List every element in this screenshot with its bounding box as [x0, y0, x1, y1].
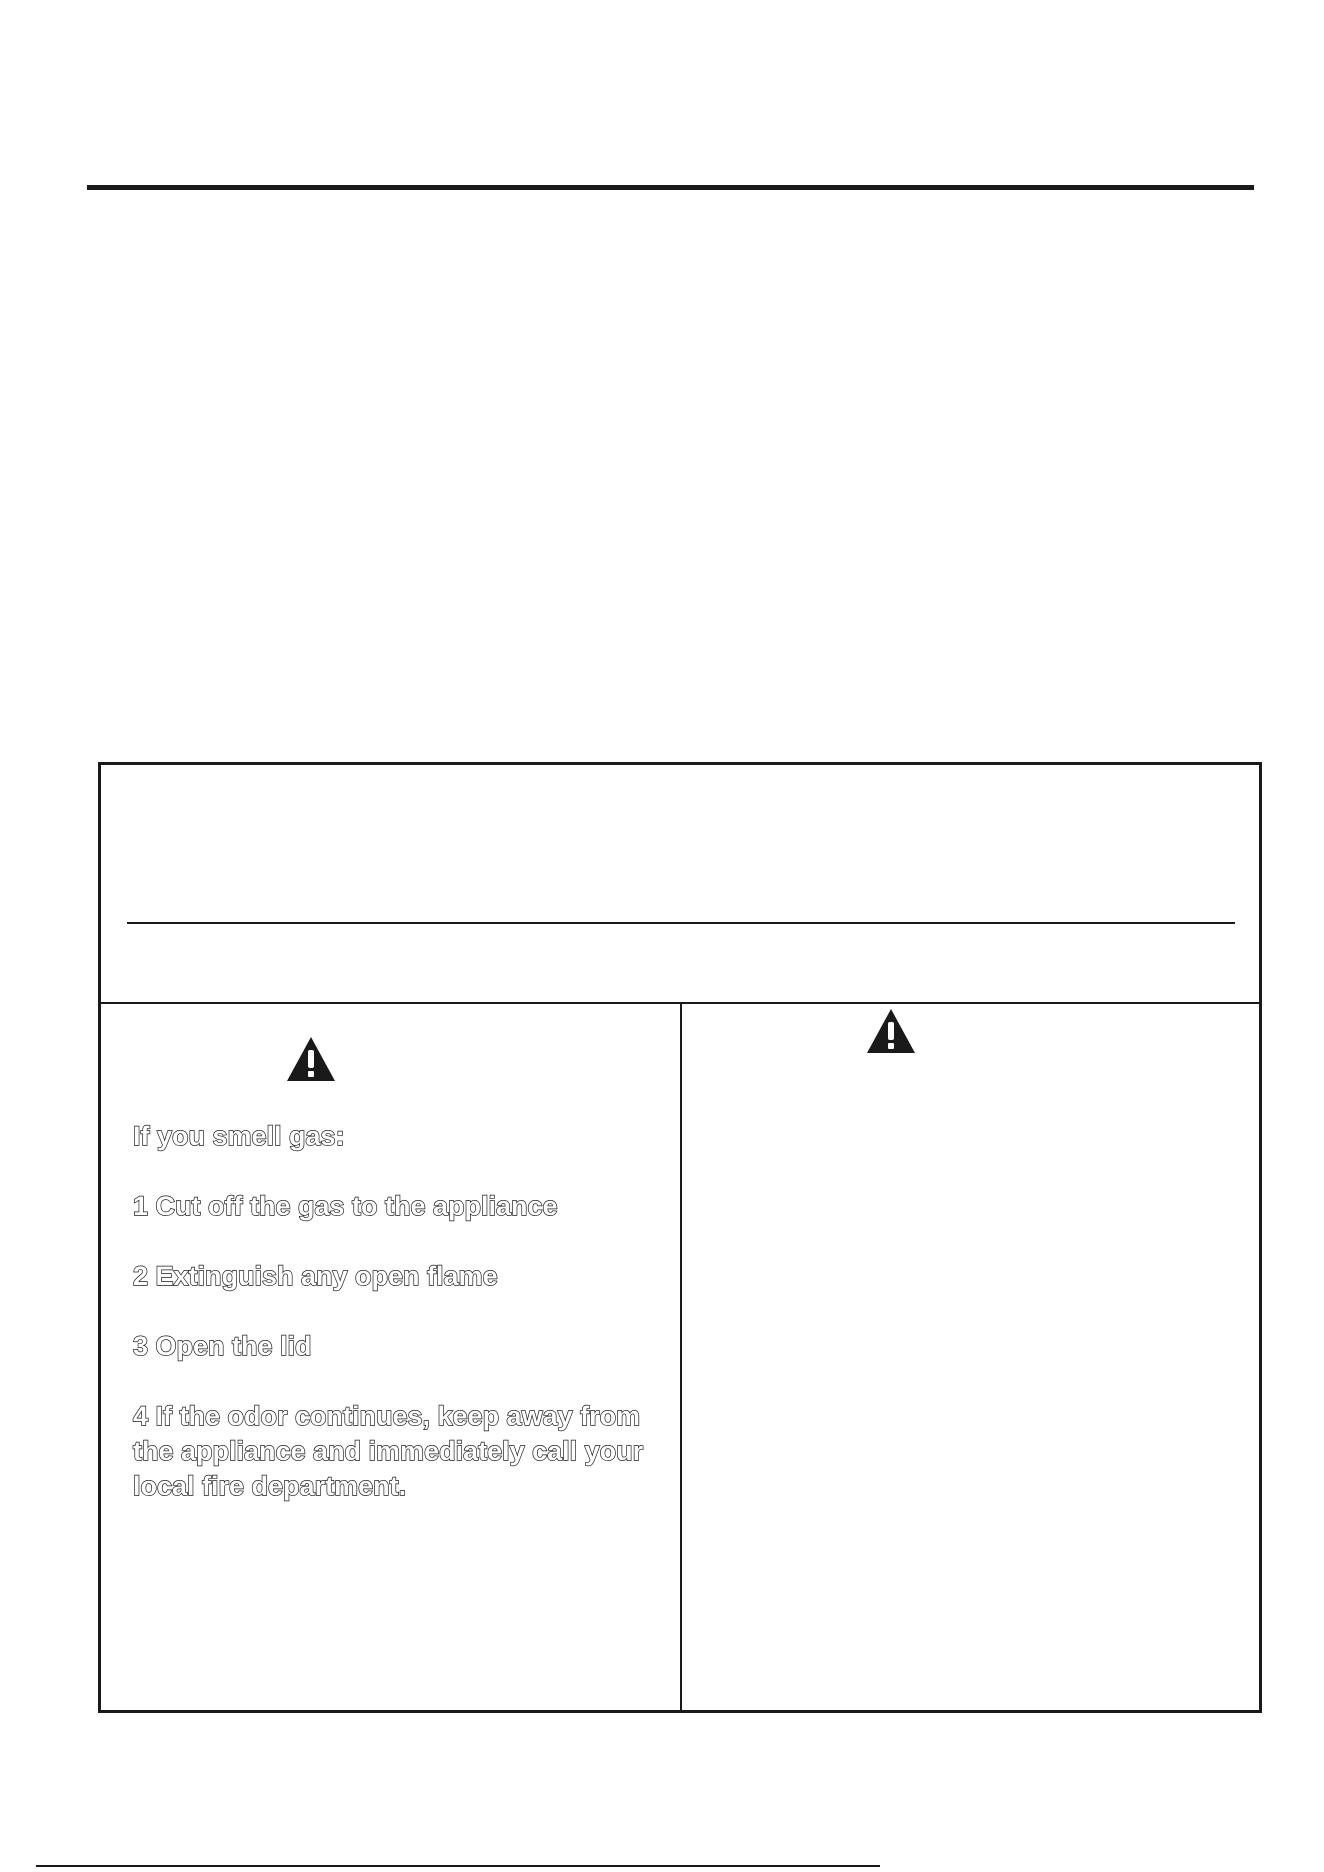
step-4: 4 If the odor continues, keep away from the appliance and immediately call your local fire department. — [133, 1401, 644, 1501]
step-2: 2 Extinguish any open flame — [133, 1261, 498, 1291]
warning-triangle-icon — [286, 1036, 336, 1082]
step-3: 3 Open the lid — [133, 1331, 312, 1361]
top-horizontal-rule — [87, 185, 1254, 190]
header-rule — [127, 922, 1235, 924]
gas-smell-instructions — [133, 1119, 653, 1504]
warning-panel — [98, 762, 1262, 1713]
page-bottom-rule — [36, 1865, 880, 1867]
column-divider — [680, 1004, 682, 1710]
warning-triangle-icon — [866, 1008, 916, 1054]
gas-heading: If you smell gas: — [133, 1121, 345, 1151]
step-1: 1 Cut off the gas to the appliance — [133, 1191, 558, 1221]
